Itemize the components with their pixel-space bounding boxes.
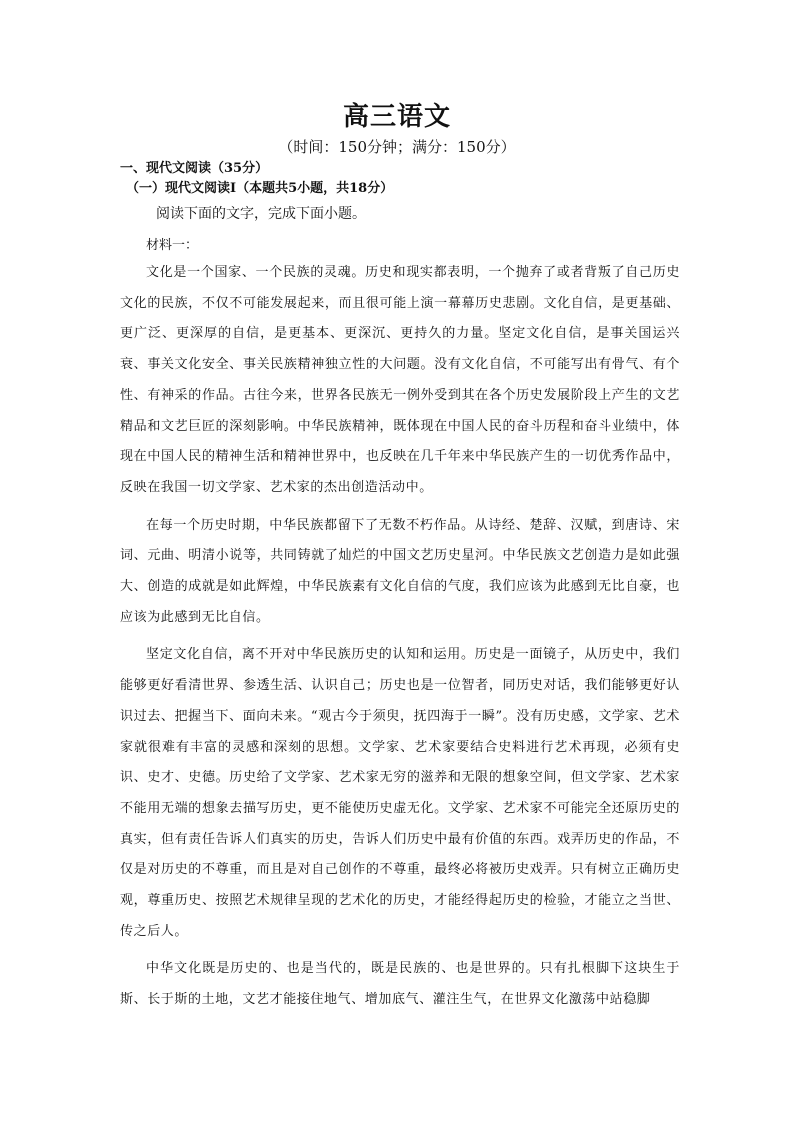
paragraph-4: 中华文化既是历史的、也是当代的，既是民族的、也是世界的。只有扎根脚下这块生于斯、长于斯的土地，文艺才能接住地气、增加底气、灌注生气，在世界文化激荡中站稳脚: [120, 961, 680, 1008]
passage-body: [120, 258, 680, 1023]
section-heading: 一、现代文阅读（35分）: [120, 161, 269, 176]
page-title: 高三语文: [342, 102, 451, 132]
paragraph-1: 文化是一个国家、一个民族的灵魂。历史和现实都表明，一个抛弃了或者背叛了自己历史文化的民族，不仅不可能发展起来，而且很可能上演一幕幕历史悲剧。文化自信，是更基础、更广泛、更深厚的自信，是更基本、更深沉、更持久的力量。坚定文化自信，是事关国运兴衰、事关文化安全、事关民族精神独立性的大问题。没有文化自信，不可能写出有骨气、有个性、有神采的作品。古往今来，世界各民族无一例外受到其在各个历史发展阶段上产生的文艺精品和文艺巨匠的深刻影响。中华民族精神，既体现在中国人民的奋斗历程和奋斗业绩中，体现在中国人民的精神生活和精神世界中，也反映在几千年来中华民族产生的一切优秀作品中，反映在我国一切文学家、艺术家的杰出创造活动中。: [120, 265, 680, 495]
subsection-heading: （一）现代文阅读Ⅰ（本题共5小题，共18分）: [126, 181, 394, 196]
paragraph-3: 坚定文化自信，离不开对中华民族历史的认知和运用。历史是一面镜子，从历史中，我们能够更好看清世界、参透生活、认识自己；历史也是一位智者，同历史对话，我们能够更好认识过去、把握当下、面向未来。“观古今于须臾，抚四海于一瞬”。没有历史感，文学家、艺术家就很难有丰富的灵感和深刻的思想。文学家、艺术家要结合史料进行艺术再现，必须有史识、史才、史德。历史给了文学家、艺术家无穷的滋养和无限的想象空间，但文学家、艺术家不能用无端的想象去描写历史，更不能使历史虚无化。文学家、艺术家不可能完全还原历史的真实，但有责任告诉人们真实的历史，告诉人们历史中最有价值的东西。戏弄历史的作品，不仅是对历史的不尊重，而且是对自己创作的不尊重，最终必将被历史戏弄。只有树立正确历史观，尊重历史、按照艺术规律呈现的艺术化的历史，才能经得起历史的检验，才能立之当世、传之后人。: [120, 647, 680, 939]
reading-instruction: 阅读下面的文字，完成下面小题。: [156, 206, 366, 222]
material-label: 材料一：: [146, 238, 199, 253]
paragraph-2: 在每一个历史时期，中华民族都留下了无数不朽作品。从诗经、楚辞、汉赋，到唐诗、宋词、元曲、明清小说等，共同铸就了灿烂的中国文艺历史星河。中华民族文艺创造力是如此强大、创造的成就是如此辉煌，中华民族素有文化自信的气度，我们应该为此感到无比自豪，也应该为此感到无比自信。: [120, 517, 680, 625]
exam-info: （时间：150分钟；满分：150分）: [278, 138, 516, 156]
